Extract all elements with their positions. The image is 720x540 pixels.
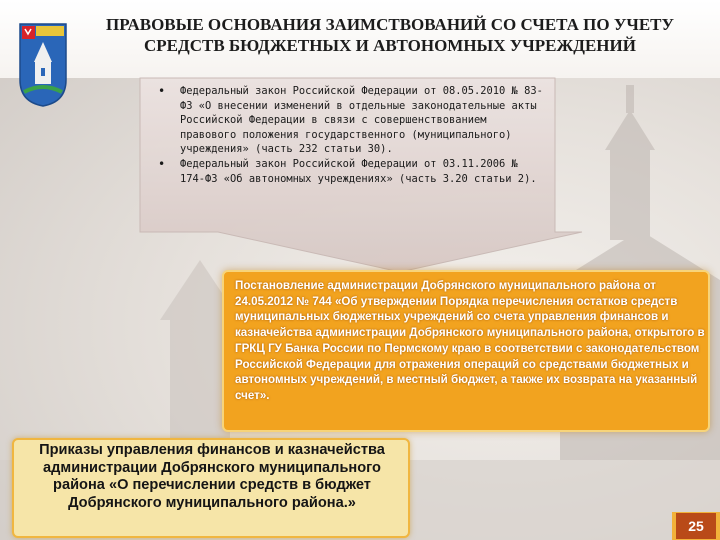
orders-text: Приказы управления финансов и казначейства администрации Добрянского муниципального района «О перечислении средств в бюджет Добрянского муниципального района.» — [39, 442, 385, 511]
slide-title: ПРАВОВЫЕ ОСНОВАНИЯ ЗАИМСТВОВАНИЙ СО СЧЕТА ПО УЧЕТУ СРЕДСТВ БЮДЖЕТНЫХ И АВТОНОМНЫХ УЧРЕЖДЕНИЙ — [106, 15, 674, 55]
bullet-marker: • — [158, 84, 166, 98]
law-list — [150, 84, 545, 186]
resolution-text: Постановление администрации Добрянского муниципального района от 24.05.2012 № 744 «Об утверждении Порядка перечисления остатков средств муниципальных бюджетных учреждений со счета управления финансов и казначейства администрации Добрянского муниципального района, открытого в ГРКЦ ГУ Банка России по Пермскому краю в соответствии с законодательством Российской Федерации для отражения операций со средствами бюджетных и автономных учреждений, в местный бюджет, а также их возврата на указанный счет». — [235, 279, 705, 402]
list-item — [150, 84, 545, 157]
law-text: Федеральный закон Российской Федерации от 03.11.2006 № 174-ФЗ «Об автономных учреждениях» (часть 3.20 статьи 2). — [180, 157, 537, 185]
page-number-badge: 25 — [676, 513, 716, 539]
bullet-marker: • — [158, 156, 166, 171]
list-item — [150, 157, 545, 186]
law-text: Федеральный закон Российской Федерации от 08.05.2010 № 83-ФЗ «О внесении изменений в отдельные законодательные акты Российской Федерации в связи с совершенствованием правового положения государственного (муниципального) учреждения» (часть 232 статьи 30). — [180, 85, 543, 156]
